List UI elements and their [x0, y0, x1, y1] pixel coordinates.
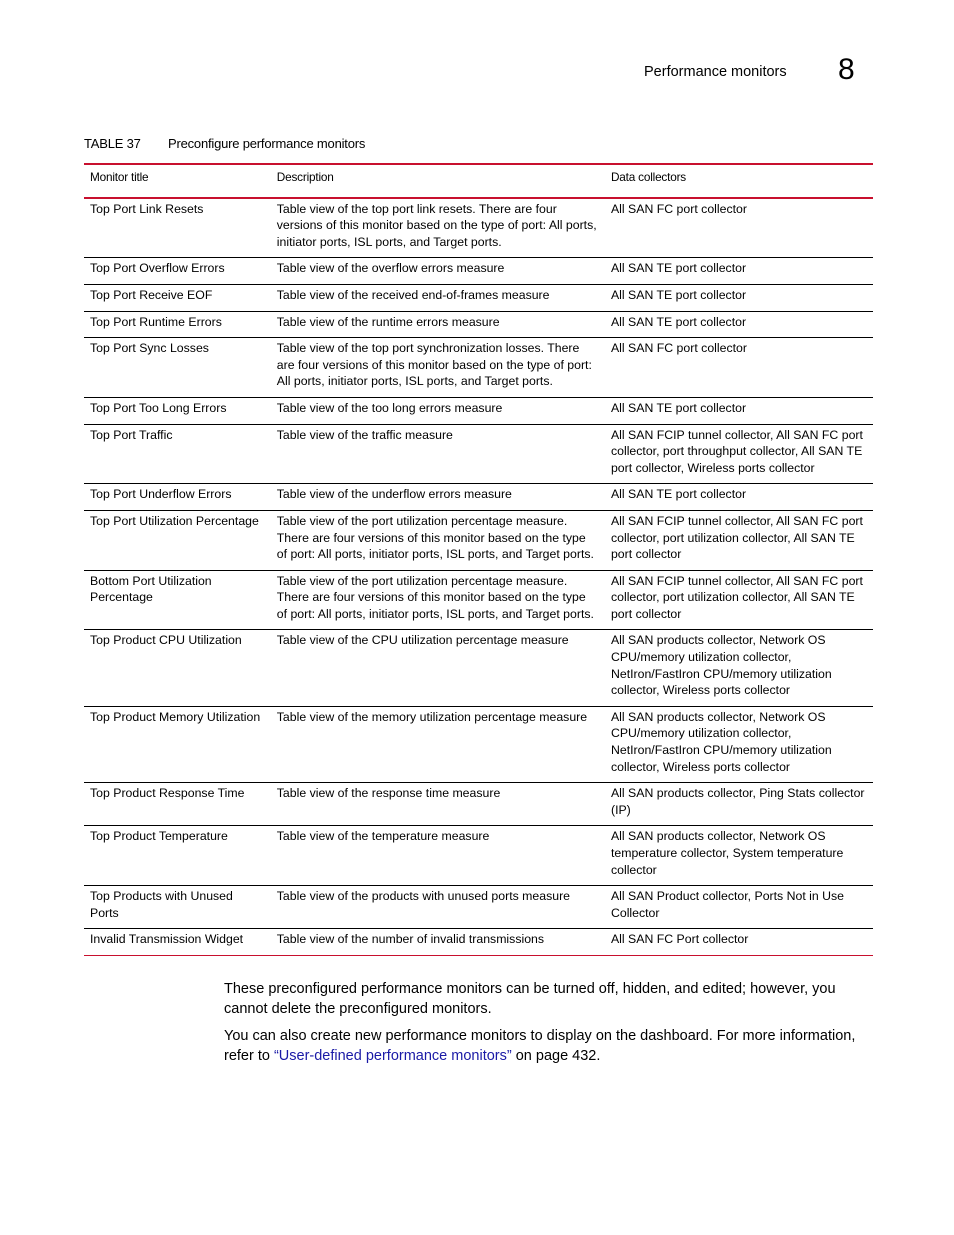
table-row — [84, 198, 873, 258]
table-caption-title: Preconfigure performance monitors — [168, 136, 366, 151]
monitor-title-cell: Top Product Temperature — [84, 826, 271, 886]
description-cell: Table view of the underflow errors measure — [271, 484, 605, 511]
monitor-title-cell: Top Port Traffic — [84, 424, 271, 484]
description-cell: Table view of the number of invalid transmissions — [271, 929, 605, 956]
table-row — [84, 284, 873, 311]
description-cell: Table view of the top port synchronization losses. There are four versions of this monitor based on the type of port: All ports, initiator ports, ISL ports, and Target ports. — [271, 338, 605, 398]
table-row — [84, 826, 873, 886]
monitor-title-cell: Invalid Transmission Widget — [84, 929, 271, 956]
data-collectors-cell: All SAN products collector, Network OS CPU/memory utilization collector, NetIron/FastIron CPU/memory utilization collector, Wireless ports collector — [605, 706, 873, 782]
data-collectors-cell: All SAN TE port collector — [605, 397, 873, 424]
description-cell: Table view of the top port link resets. There are four versions of this monitor based on the type of port: All ports, initiator ports, ISL ports, and Target ports. — [271, 198, 605, 258]
description-cell: Table view of the products with unused ports measure — [271, 886, 605, 929]
table-row — [84, 706, 873, 782]
monitor-title-cell: Top Products with Unused Ports — [84, 886, 271, 929]
data-collectors-cell: All SAN TE port collector — [605, 311, 873, 338]
data-collectors-cell: All SAN products collector, Network OS CPU/memory utilization collector, NetIron/FastIron CPU/memory utilization collector, Wireless ports collector — [605, 630, 873, 706]
monitor-title-cell: Top Port Link Resets — [84, 198, 271, 258]
data-collectors-cell: All SAN TE port collector — [605, 484, 873, 511]
monitor-title-cell: Top Product CPU Utilization — [84, 630, 271, 706]
paragraph-2-suffix: on page 432. — [511, 1047, 601, 1064]
running-header-title: Performance monitors — [644, 64, 787, 80]
monitor-title-cell: Top Port Sync Losses — [84, 338, 271, 398]
description-cell: Table view of the too long errors measure — [271, 397, 605, 424]
description-cell: Table view of the received end-of-frames measure — [271, 284, 605, 311]
description-cell: Table view of the traffic measure — [271, 424, 605, 484]
monitor-title-cell: Top Port Too Long Errors — [84, 397, 271, 424]
description-cell: Table view of the response time measure — [271, 783, 605, 826]
data-collectors-cell: All SAN products collector, Network OS temperature collector, System temperature collector — [605, 826, 873, 886]
description-cell: Table view of the CPU utilization percentage measure — [271, 630, 605, 706]
table-row — [84, 424, 873, 484]
description-cell: Table view of the temperature measure — [271, 826, 605, 886]
table-header-row — [84, 164, 873, 198]
monitor-title-cell: Top Port Runtime Errors — [84, 311, 271, 338]
monitors-table — [84, 163, 873, 956]
description-cell: Table view of the port utilization percentage measure. There are four versions of this monitor based on the type of port: All ports, initiator ports, ISL ports, and Target ports. — [271, 570, 605, 630]
description-cell: Table view of the runtime errors measure — [271, 311, 605, 338]
user-defined-monitors-link[interactable]: “User-defined performance monitors” — [273, 1047, 512, 1064]
chapter-number: 8 — [838, 53, 855, 86]
table-row — [84, 311, 873, 338]
monitor-title-cell: Top Port Receive EOF — [84, 284, 271, 311]
monitor-title-cell: Top Product Memory Utilization — [84, 706, 271, 782]
table-caption-number: TABLE 37 — [84, 136, 141, 151]
body-paragraph-2 — [224, 1027, 874, 1066]
table-row — [84, 258, 873, 285]
column-header-description: Description — [271, 164, 605, 198]
monitor-title-cell: Top Product Response Time — [84, 783, 271, 826]
data-collectors-cell: All SAN FC Port collector — [605, 929, 873, 956]
table-row — [84, 783, 873, 826]
table-row — [84, 397, 873, 424]
data-collectors-cell: All SAN FC port collector — [605, 338, 873, 398]
table-row — [84, 886, 873, 929]
table-row — [84, 570, 873, 630]
table-row — [84, 510, 873, 570]
body-paragraph-1: These preconfigured performance monitors can be turned off, hidden, and edited; however, you cannot delete the preconfigured monitors. — [224, 981, 836, 1017]
table-row — [84, 630, 873, 706]
data-collectors-cell: All SAN FC port collector — [605, 198, 873, 258]
data-collectors-cell: All SAN FCIP tunnel collector, All SAN FC port collector, port throughput collector, All SAN TE port collector, Wireless ports collector — [605, 424, 873, 484]
table-caption — [84, 136, 365, 152]
description-cell: Table view of the memory utilization percentage measure — [271, 706, 605, 782]
paragraph-2-prefix: You can also create new performance monitors to display on the dashboard. For more information, refer to — [224, 1028, 856, 1064]
table-row — [84, 929, 873, 956]
data-collectors-cell: All SAN Product collector, Ports Not in Use Collector — [605, 886, 873, 929]
data-collectors-cell: All SAN FCIP tunnel collector, All SAN FC port collector, port utilization collector, All SAN TE port collector — [605, 570, 873, 630]
table-row — [84, 484, 873, 511]
data-collectors-cell: All SAN products collector, Ping Stats collector (IP) — [605, 783, 873, 826]
monitor-title-cell: Top Port Utilization Percentage — [84, 510, 271, 570]
monitor-title-cell: Top Port Underflow Errors — [84, 484, 271, 511]
column-header-monitor-title: Monitor title — [84, 164, 271, 198]
description-cell: Table view of the port utilization percentage measure. There are four versions of this monitor based on the type of port: All ports, initiator ports, ISL ports, and Target ports. — [271, 510, 605, 570]
data-collectors-cell: All SAN FCIP tunnel collector, All SAN FC port collector, port utilization collector, All SAN TE port collector — [605, 510, 873, 570]
monitor-title-cell: Top Port Overflow Errors — [84, 258, 271, 285]
table-row — [84, 338, 873, 398]
data-collectors-cell: All SAN TE port collector — [605, 258, 873, 285]
description-cell: Table view of the overflow errors measure — [271, 258, 605, 285]
monitor-title-cell: Bottom Port Utilization Percentage — [84, 570, 271, 630]
data-collectors-cell: All SAN TE port collector — [605, 284, 873, 311]
column-header-data-collectors: Data collectors — [605, 164, 873, 198]
